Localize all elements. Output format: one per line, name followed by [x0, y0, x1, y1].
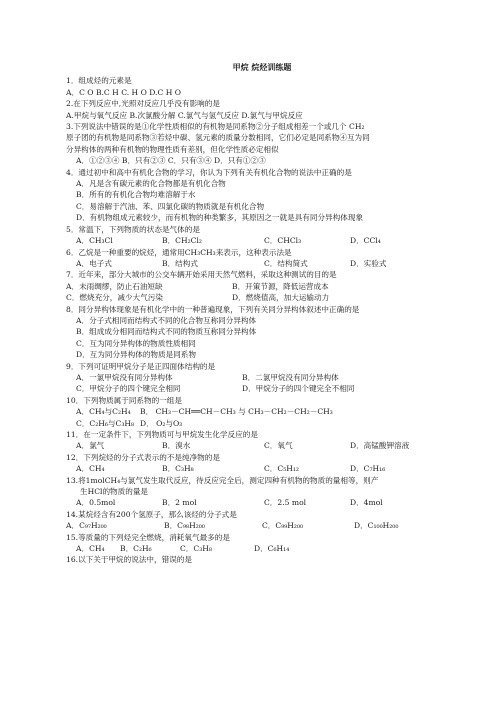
q13-options: [66, 497, 458, 508]
q7-stem: 7．近年来，部分大城市的公交车辆开始采用天然气燃料，采取这种测试的目的是: [66, 270, 337, 280]
q5-option-a: A．CH₃Cl: [76, 236, 113, 246]
q13-option-b: B．2 mol: [162, 498, 197, 508]
q6-option-a: A．电子式: [76, 258, 112, 268]
q3-stem-line1: 3.下列说法中错误的是①化学性质相似的有机物是同系物②分子组成相差一个或几个 CH₂: [66, 122, 365, 132]
q13-stem-line2: 生HCl的物质的量是: [80, 487, 149, 497]
q12-option-b: B．C₃H₈: [162, 464, 194, 474]
q5-option-c: C．CHCl₃: [264, 236, 302, 246]
q11-stem: 11．在一定条件下，下列物质可与甲烷发生化学反应的是: [66, 430, 258, 439]
q6-option-b: B．结构式: [162, 258, 198, 268]
q10-options-cd: [66, 418, 458, 429]
q10-stem: 10．下列物质属于同系物的一组是: [66, 395, 182, 405]
q13-option-d: D．4mol: [350, 498, 383, 508]
q3-stem-line2: 原子团的有机物是同系物③若烃中碳、氢元素的质量分数相同，它们必定是同系物④互为同: [66, 133, 370, 143]
q6-stem: 6．乙烷是一种重要的烷烃，通常用CH₃CH₃来表示，这种表示法是: [66, 247, 292, 257]
q14-stem: 14.某烷烃含有200个氢原子，那么该烃的分子式是: [66, 509, 237, 519]
q10-option-c: C．C₂H₆与C₃H₈: [76, 418, 135, 428]
q6-options: [66, 258, 458, 269]
q15-option-a: A．CH₄: [76, 544, 105, 554]
q4-option-c: C．易溶解于汽油、苯、四氯化碳的物质就是有机化合物: [76, 201, 265, 211]
q14-option-b: B．C₉₈H₂₀₀: [164, 521, 205, 531]
q15-options: [66, 543, 458, 554]
q15-option-b: B．C₂H₆: [120, 544, 152, 554]
q14-option-a: A．C₉₇H₂₀₀: [66, 521, 107, 531]
q5-stem: 5．常温下，下列物质的状态是气体的是: [66, 224, 200, 234]
q7-options-cd: [66, 292, 458, 303]
q11-option-b: B．溴水: [162, 441, 191, 451]
q12-options: [66, 463, 458, 474]
q7-options-ab: [66, 281, 458, 292]
q9-stem: 9．下列可证明甲烷分子是正四面体结构的是: [66, 361, 216, 371]
q9-options-cd: [66, 383, 458, 394]
q13-option-c: C．2.5 mol: [264, 498, 307, 508]
q2-stem: 2.在下列反应中,光照对反应几乎没有影响的是: [66, 99, 220, 109]
q14-option-d: D．C₁₀₀H₂₀₀: [354, 521, 399, 531]
q9-option-d: D．甲烷分子的四个键完全不相同: [242, 384, 355, 394]
q10-option-d: D． O₂与O₃: [140, 418, 183, 428]
q6-option-d: D．实验式: [350, 258, 387, 268]
q1-stem: 1．组成烃的元素是: [66, 76, 132, 86]
q4-option-b: B．所有的有机化合物均难溶解于水: [76, 190, 196, 200]
q9-option-c: C．甲烷分子的四个键完全相同: [76, 384, 181, 394]
q12-stem: 12．下列烷烃的分子式表示的不是纯净物的是: [66, 452, 220, 462]
q3-stem-line3: 分异构体的两种有机物的物理性质有差别，但化学性质必定相似: [66, 144, 279, 154]
q11-option-c: C．氧气: [264, 441, 293, 451]
q15-option-c: C．C₃H₈: [180, 544, 212, 554]
q3-options: A．①②③④ B．只有②③ C．只有③④ D．只有①②③: [76, 156, 266, 166]
q15-option-d: D．C₆H₁₄: [254, 544, 290, 554]
q15-stem: 15.等质量的下列烃完全燃烧，消耗氧气最多的是: [66, 532, 230, 542]
q7-option-c: C．燃烧充分，减少大气污染: [66, 293, 163, 303]
q9-options-ab: [66, 372, 458, 383]
q10-options-ab: [66, 406, 458, 417]
q7-option-a: A．未雨绸缪，防止石油短缺: [66, 281, 163, 291]
q1-options: A．C O B.C H C. H O D.C H O: [66, 87, 181, 97]
q16-stem: 16.以下关于甲烷的说法中，错误的是: [66, 555, 192, 565]
document-body: [66, 62, 458, 566]
q12-option-a: A．CH₄: [76, 464, 105, 474]
doc-title: 甲烷 烷烃训练题: [232, 62, 292, 72]
q8-option-a: A．分子式相同而结构式不同的化合物互称同分异构体: [76, 315, 257, 325]
q5-options: [66, 235, 458, 246]
q13-option-a: A．0.5mol: [76, 498, 116, 508]
q6-option-c: C．结构简式: [264, 258, 308, 268]
q14-options: [66, 520, 458, 531]
q4-stem: 4．通过初中和高中有机化合物的学习，你认为下列有关有机化合物的说法中正确的是: [66, 167, 352, 177]
q11-option-a: A．氯气: [76, 441, 105, 451]
q7-option-b: B．开策节源，降低运营成本: [232, 281, 329, 291]
q2-options: A.甲烷与氧气反应 B.次氯酸分解 C.氯气与氢气反应 D.氯气与甲烷反应: [66, 110, 303, 120]
q10-option-b: B． CH₃－CH══CH－CH₃ 与 CH₃－CH₂－CH₂－CH₃: [140, 407, 333, 417]
q11-option-d: D．高锰酸钾溶液: [350, 441, 410, 451]
q4-option-d: D．有机物组成元素较少，而有机物的种类繁多，其原因之一就是具有同分异构体现象: [76, 213, 364, 223]
q5-option-b: B．CH₂Cl₂: [162, 236, 202, 246]
q13-stem-line1: 13.将1molCH₄与氯气发生取代反应，待反应完全后，测定四种有机物的物质的量相等，则产: [66, 475, 379, 485]
q10-option-a: A．CH₄与C₂H₄: [76, 407, 131, 417]
q5-option-d: D．CCl₄: [350, 236, 381, 246]
q9-option-b: B．二氯甲烷没有同分异构体: [242, 372, 339, 382]
q12-option-c: C．C₅H₁₂: [264, 464, 299, 474]
q12-option-d: D．C₇H₁₆: [350, 464, 386, 474]
q4-option-a: A．凡是含有碳元素的化合物都是有机化合物: [76, 179, 226, 189]
q14-option-c: C．C₉₉H₂₀₀: [262, 521, 304, 531]
q8-stem: 8．同分异构体现象是有机化学中的一种普遍现象，下列有关同分异构体叙述中正确的是: [66, 304, 360, 314]
q8-option-d: D．互为同分异构体的物质是同系物: [76, 350, 196, 360]
q9-option-a: A．一氯甲烷没有同分异构体: [76, 372, 173, 382]
q7-option-d: D．燃烧值高，加大运输动力: [232, 293, 330, 303]
q8-option-b: B．组成成分相同而结构式不同的物质互称同分异构体: [76, 327, 257, 337]
q11-options: [66, 440, 458, 451]
q8-option-c: C．互为同分异构体的物质性质相同: [76, 338, 196, 348]
